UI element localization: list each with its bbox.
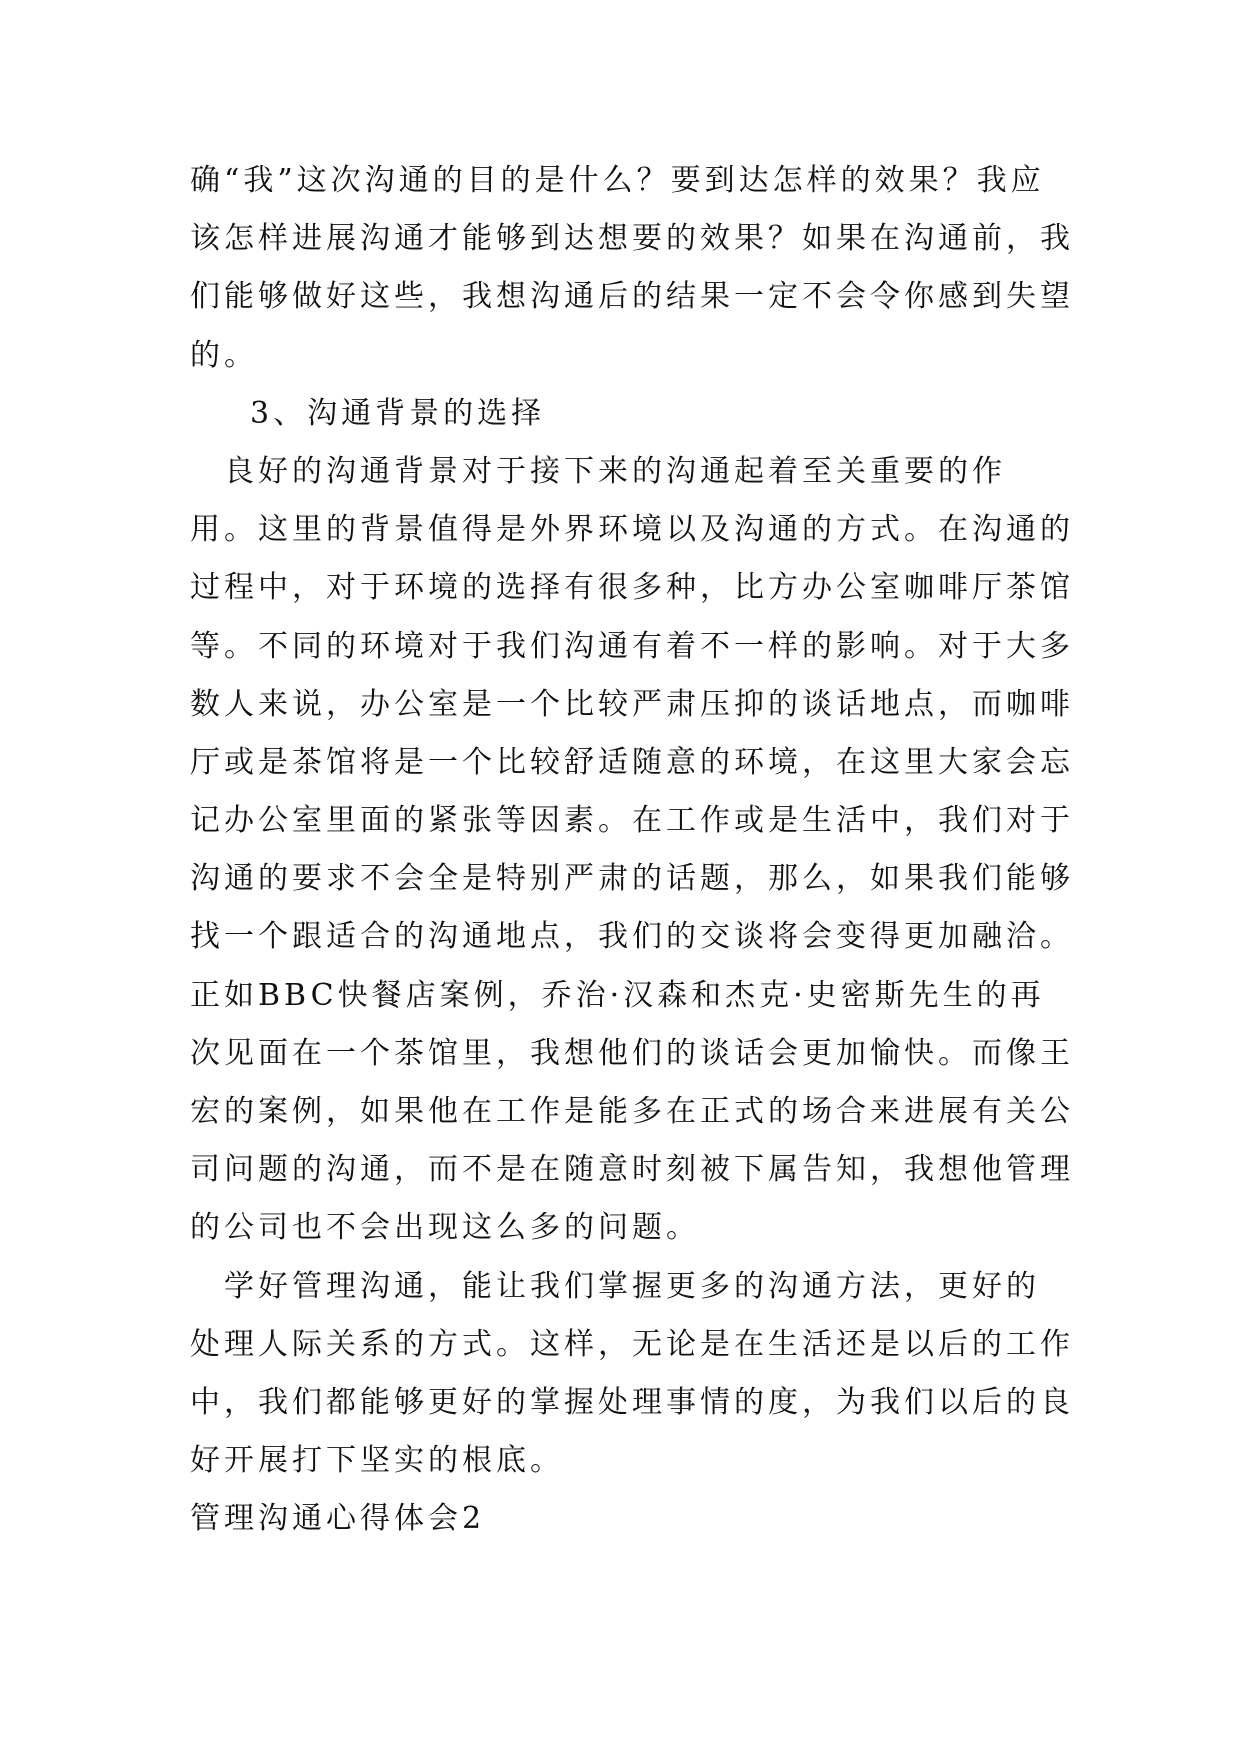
document-body (190, 152, 1074, 1549)
text-line: 确“我”这次沟通的目的是什么？要到达怎样的效果？我应 (190, 163, 1045, 198)
text-line: 沟通的要求不会全是特别严肃的话题，那么，如果我们能够 (190, 861, 1074, 897)
text-line: 中，我们都能够更好的掌握处理事情的度，为我们以后的良 (190, 1384, 1074, 1420)
text-line: 好开展打下坚实的根底。 (190, 1443, 564, 1479)
text-line: 们能够做好这些，我想沟通后的结果一定不会令你感到失望 (190, 279, 1074, 315)
text-line: 处理人际关系的方式。这样，无论是在生活还是以后的工作 (190, 1326, 1074, 1362)
text-line: 的。 (190, 337, 258, 373)
text-line: 宏的案例，如果他在工作是能多在正式的场合来进展有关公 (190, 1094, 1074, 1129)
text-line: 司问题的沟通，而不是在随意时刻被下属告知，我想他管理 (190, 1152, 1074, 1188)
text-line: 正如BBC快餐店案例，乔治·汉森和杰克·史密斯先生的再 (190, 977, 1045, 1013)
text-line: 厅或是茶馆将是一个比较舒适随意的环境，在这里大家会忘 (190, 744, 1074, 780)
text-line: 过程中，对于环境的选择有很多种，比方办公室咖啡厅茶馆 (190, 570, 1074, 606)
text-line: 的公司也不会出现这么多的问题。 (190, 1210, 700, 1246)
text-line: 用。这里的背景值得是外界环境以及沟通的方式。在沟通的 (190, 512, 1074, 548)
text-line: 良好的沟通背景对于接下来的沟通起着至关重要的作 (190, 453, 1006, 489)
section-heading: 3、沟通背景的选择 (250, 395, 546, 431)
text-line: 该怎样进展沟通才能够到达想要的效果？如果在沟通前，我 (190, 221, 1074, 257)
text-line: 找一个跟适合的沟通地点，我们的交谈将会变得更加融洽。 (190, 919, 1074, 955)
text-line: 学好管理沟通，能让我们掌握更多的沟通方法，更好的 (190, 1268, 1040, 1304)
text-line: 次见面在一个茶馆里，我想他们的谈话会更加愉快。而像王 (190, 1035, 1074, 1071)
text-line: 记办公室里面的紧张等因素。在工作或是生活中，我们对于 (190, 803, 1074, 839)
document-subtitle: 管理沟通心得体会2 (190, 1501, 486, 1537)
text-line: 等。不同的环境对于我们沟通有着不一样的影响。对于大多 (190, 628, 1074, 664)
text-line: 数人来说，办公室是一个比较严肃压抑的谈话地点，而咖啡 (190, 686, 1074, 722)
